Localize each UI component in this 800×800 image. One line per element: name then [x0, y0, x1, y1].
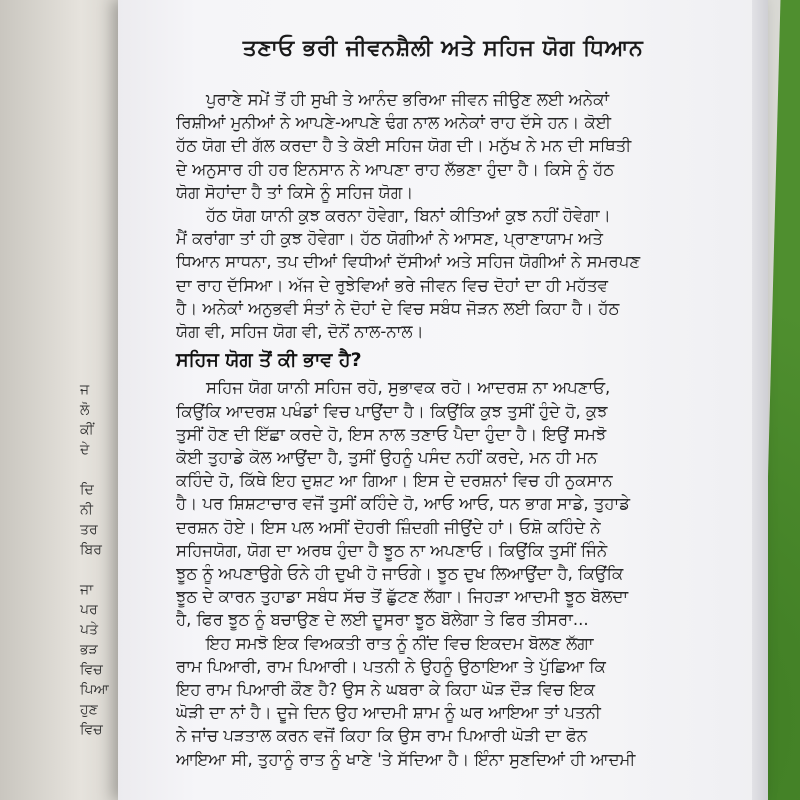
side-fragment: ਹੁਣ: [80, 702, 98, 718]
text-line: ਦਾ ਰਾਹ ਦੱਸਿਆ। ਅੱਜ ਦੇ ਰੁਝੇਵਿਆਂ ਭਰੇ ਜੀਵਨ ਵਿਚ ਦੋਹਾਂ ਦਾ ਹੀ ਮਹੱਤਵ: [176, 275, 608, 295]
paragraph-1: [176, 88, 736, 204]
text-line: ਇਹ ਸਮਝੋ ਇਕ ਵਿਅਕਤੀ ਰਾਤ ਨੂੰ ਨੀਂਦ ਵਿਚ ਇਕਦਮ ਬੋਲਣ ਲੱਗਾ: [206, 633, 594, 653]
book-page: [118, 0, 768, 800]
paragraph-3: [176, 376, 736, 631]
text-line: ਝੂਠ ਦੇ ਕਾਰਨ ਤੁਹਾਡਾ ਸਬੰਧ ਸੱਚ ਤੋਂ ਛੁੱਟਣ ਲੱਗਾ। ਜਿਹੜਾ ਆਦਮੀ ਝੂਠ ਬੋਲਦਾ: [176, 587, 629, 607]
text-line: ਮੈਂ ਕਰਾਂਗਾ ਤਾਂ ਹੀ ਕੁਝ ਹੋਵੇਗਾ। ਹੱਠ ਯੋਗੀਆਂ ਨੇ ਆਸਣ, ਪ੍ਰਾਣਾਯਾਮ ਅਤੇ: [176, 229, 603, 249]
side-fragment: ਦਿ: [80, 482, 94, 498]
side-fragment: ਵਿਚ: [80, 722, 103, 738]
side-fragment: ਤਰ: [80, 522, 98, 538]
text-line: ਦਰਸ਼ਨ ਹੋਏ। ਇਸ ਪਲ ਅਸੀਂ ਦੋਹਰੀ ਜ਼ਿੰਦਗੀ ਜੀਉਂਦੇ ਹਾਂ। ਓਸ਼ੋ ਕਹਿੰਦੇ ਨੇ: [176, 517, 601, 537]
text-line: ਝੂਠ ਨੂੰ ਅਪਣਾਉਗੇ ਓਨੇ ਹੀ ਦੁਖੀ ਹੋ ਜਾਓਗੇ। ਝੂਠ ਦੁਖ ਲਿਆਉਂਦਾ ਹੈ, ਕਿਉਂਕਿ: [176, 564, 624, 584]
text-line: ਹੱਠ ਯੋਗ ਯਾਨੀ ਕੁਝ ਕਰਨਾ ਹੋਵੇਗਾ, ਬਿਨਾਂ ਕੀਤਿਆਂ ਕੁਝ ਨਹੀਂ ਹੋਵੇਗਾ।: [206, 206, 611, 226]
text-line: ਕਿਉਂਕਿ ਆਦਰਸ਼ ਪਖੰਡਾਂ ਵਿਚ ਪਾਉਂਦਾ ਹੈ। ਕਿਉਂਕਿ ਕੁਝ ਤੁਸੀਂ ਹੁੰਦੇ ਹੋ, ਕੁਝ: [176, 401, 608, 421]
page-edge: [752, 0, 768, 800]
text-line: ਰਿਸ਼ੀਆਂ ਮੁਨੀਆਂ ਨੇ ਆਪਣੇ-ਆਪਣੇ ਢੰਗ ਨਾਲ ਅਨੇਕਾਂ ਰਾਹ ਦੱਸੇ ਹਨ। ਕੋਈ: [176, 113, 612, 133]
side-fragment: ਬਿਰ: [80, 542, 102, 558]
page-content: [176, 88, 736, 771]
text-line: ਯੋਗ ਸੋਹਾਂਦਾ ਹੈ ਤਾਂ ਕਿਸੇ ਨੂੰ ਸਹਿਜ ਯੋਗ।: [176, 182, 414, 202]
text-line: ਸਹਿਜ ਯੋਗ ਯਾਨੀ ਸਹਿਜ ਰਹੋ, ਸੁਭਾਵਕ ਰਹੋ। ਆਦਰਸ਼ ਨਾ ਅਪਣਾਓ,: [206, 378, 611, 398]
side-fragment: ਪਰ: [80, 602, 98, 618]
paragraph-2: [176, 204, 736, 343]
text-line: ਸਹਿਜਯੋਗ, ਯੋਗ ਦਾ ਅਰਥ ਹੁੰਦਾ ਹੈ ਝੂਠ ਨਾ ਅਪਣਾਓ। ਕਿਉਂਕਿ ਤੁਸੀਂ ਜਿੰਨੇ: [176, 540, 608, 560]
side-fragment: ਜਾ: [80, 582, 94, 598]
text-line: ਤੁਸੀਂ ਹੋਣ ਦੀ ਇੱਛਾ ਕਰਦੇ ਹੋ, ਇਸ ਨਾਲ ਤਣਾਓ ਪੈਦਾ ਹੁੰਦਾ ਹੈ। ਇਉਂ ਸਮਝੋ: [176, 424, 607, 444]
side-fragment: ਜ: [80, 382, 90, 398]
side-fragment: ਦੇ: [80, 442, 90, 458]
text-line: ਧਿਆਨ ਸਾਧਨਾ, ਤਪ ਦੀਆਂ ਵਿਧੀਆਂ ਦੱਸੀਆਂ ਅਤੇ ਸਹਿਜ ਯੋਗੀਆਂ ਨੇ ਸਮਰਪਣ: [176, 252, 641, 272]
text-line: ਹੈ, ਫਿਰ ਝੂਠ ਨੂੰ ਬਚਾਉਣ ਦੇ ਲਈ ਦੂਸਰਾ ਝੂਠ ਬੋਲੇਗਾ ਤੇ ਫਿਰ ਤੀਸਰਾ...: [176, 610, 589, 630]
text-line: ਇਹ ਰਾਮ ਪਿਆਰੀ ਕੌਣ ਹੈ? ਉਸ ਨੇ ਘਬਰਾ ਕੇ ਕਿਹਾ ਘੋੜ ਦੌੜ ਵਿਚ ਇਕ: [176, 680, 595, 700]
paragraph-4: [176, 632, 736, 771]
side-fragment: ਪਿਆ: [80, 682, 109, 698]
side-fragment: ਪਤੇ: [80, 622, 98, 638]
text-line: ਨੇ ਜਾਂਚ ਪੜਤਾਲ ਕਰਨ ਵਜੋਂ ਕਿਹਾ ਕਿ ਉਸ ਰਾਮ ਪਿਆਰੀ ਘੋੜੀ ਦਾ ਫੋਨ: [176, 726, 588, 746]
text-line: ਦੇ ਅਨੁਸਾਰ ਹੀ ਹਰ ਇਨਸਾਨ ਨੇ ਆਪਣਾ ਰਾਹ ਲੱਭਣਾ ਹੁੰਦਾ ਹੈ। ਕਿਸੇ ਨੂੰ ਹੱਠ: [176, 159, 615, 179]
side-fragment: ਨੀ: [80, 502, 93, 518]
side-fragment: ਵਿਚ: [80, 662, 103, 678]
text-line: ਹੱਠ ਯੋਗ ਦੀ ਗੱਲ ਕਰਦਾ ਹੈ ਤੇ ਕੋਈ ਸਹਿਜ ਯੋਗ ਦੀ। ਮਨੁੱਖ ਨੇ ਮਨ ਦੀ ਸਥਿਤੀ: [176, 136, 632, 156]
text-line: ਹੈ। ਅਨੇਕਾਂ ਅਨੁਭਵੀ ਸੰਤਾਂ ਨੇ ਦੋਹਾਂ ਦੇ ਵਿਚ ਸਬੰਧ ਜੋੜਨ ਲਈ ਕਿਹਾ ਹੈ। ਹੱਠ: [176, 298, 620, 318]
text-line: ਕੋਈ ਤੁਹਾਡੇ ਕੋਲ ਆਉਂਦਾ ਹੈ, ਤੁਸੀਂ ਉਹਨੂੰ ਪਸੰਦ ਨਹੀਂ ਕਰਦੇ, ਮਨ ਹੀ ਮਨ: [176, 448, 598, 468]
side-fragment: ਕੀਂ: [80, 422, 94, 438]
side-fragment: ਲੋ: [80, 402, 90, 418]
side-book-page: [0, 0, 135, 800]
text-line: ਘੋੜੀ ਦਾ ਨਾਂ ਹੈ। ਦੂਜੇ ਦਿਨ ਉਹ ਆਦਮੀ ਸ਼ਾਮ ਨੂੰ ਘਰ ਆਇਆ ਤਾਂ ਪਤਨੀ: [176, 703, 601, 723]
text-line: ਕਹਿੰਦੇ ਹੋ, ਕਿੱਥੇ ਇਹ ਦੁਸ਼ਟ ਆ ਗਿਆ। ਇਸ ਦੇ ਦਰਸ਼ਨਾਂ ਵਿਚ ਹੀ ਨੁਕਸਾਨ: [176, 471, 613, 491]
text-line: ਹੈ। ਪਰ ਸ਼ਿਸ਼ਟਾਚਾਰ ਵਜੋਂ ਤੁਸੀਂ ਕਹਿੰਦੇ ਹੋ, ਆਓ ਆਓ, ਧਨ ਭਾਗ ਸਾਡੇ, ਤੁਹਾਡੇ: [176, 494, 630, 514]
text-line: ਆਇਆ ਸੀ, ਤੁਹਾਨੂੰ ਰਾਤ ਨੂੰ ਖਾਣੇ 'ਤੇ ਸੱਦਿਆ ਹੈ। ਇੰਨਾ ਸੁਣਦਿਆਂ ਹੀ ਆਦਮੀ: [176, 749, 636, 769]
side-fragment: ਭੜ: [80, 642, 98, 658]
subheading: ਸਹਿਜ ਯੋਗ ਤੋਂ ਕੀ ਭਾਵ ਹੈ?: [176, 349, 362, 372]
text-line: ਰਾਮ ਪਿਆਰੀ, ਰਾਮ ਪਿਆਰੀ। ਪਤਨੀ ਨੇ ਉਹਨੂੰ ਉਠਾਇਆ ਤੇ ਪੁੱਛਿਆ ਕਿ: [176, 656, 606, 676]
page-title: ਤਣਾਓ ਭਰੀ ਜੀਵਨਸ਼ੈਲੀ ਅਤੇ ਸਹਿਜ ਯੋਗ ਧਿਆਨ: [242, 36, 644, 61]
text-line: ਯੋਗ ਵੀ, ਸਹਿਜ ਯੋਗ ਵੀ, ਦੋਨੋਂ ਨਾਲ-ਨਾਲ।: [176, 322, 424, 342]
text-line: ਪੁਰਾਣੇ ਸਮੇਂ ਤੋਂ ਹੀ ਸੁਖੀ ਤੇ ਆਨੰਦ ਭਰਿਆ ਜੀਵਨ ਜੀਉਣ ਲਈ ਅਨੇਕਾਂ: [206, 90, 609, 109]
